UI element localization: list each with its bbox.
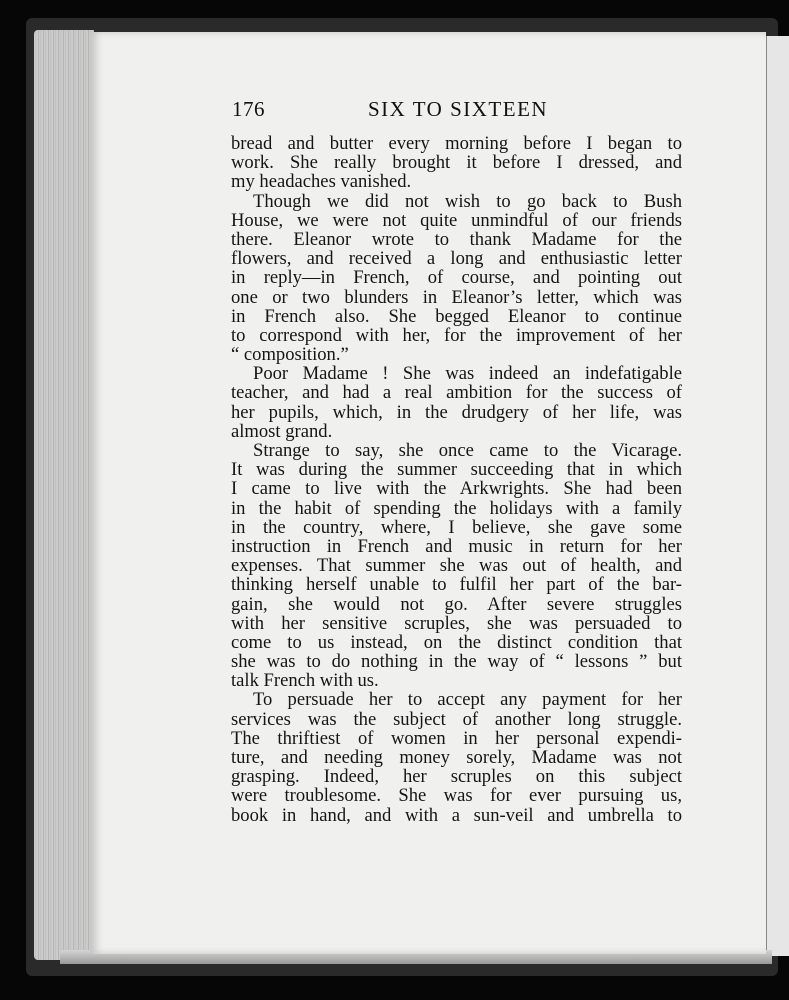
text-line: were troublesome. She was for ever pursuing us,	[231, 785, 682, 807]
text-line: Poor Madame ! She was indeed an indefatigable	[253, 363, 682, 385]
page-stack-left	[34, 30, 94, 960]
text-line: teacher, and had a real ambition for the success of	[231, 382, 682, 404]
text-line: To persuade her to accept any payment for her	[253, 689, 682, 711]
text-line: Though we did not wish to go back to Bush	[253, 190, 682, 212]
text-line: I came to live with the Arkwrights. She had been	[231, 478, 682, 500]
text-line: ture, and needing money sorely, Madame was not	[231, 747, 682, 768]
text-line: flowers, and received a long and enthusiastic letter	[231, 248, 682, 270]
text-line: come to us instead, on the distinct condition that	[231, 631, 682, 653]
text-line: “ composition.”	[231, 344, 349, 366]
text-line: in the country, where, I believe, she gave some	[231, 516, 682, 538]
text-line: to correspond with her, for the improvement of her	[231, 324, 682, 346]
text-line: in the habit of spending the holidays with a family	[231, 497, 682, 519]
text-line: It was during the summer succeeding that in which	[231, 459, 682, 481]
page-number: 176	[232, 97, 265, 121]
text-line: services was the subject of another long struggle.	[231, 708, 682, 730]
text-line: book in hand, and with a sun-veil and umbrella to	[231, 804, 682, 826]
text-line: instruction in French and music in return for her	[231, 535, 682, 557]
body-text	[231, 134, 682, 825]
text-line: her pupils, which, in the drudgery of her life, was	[231, 401, 682, 423]
text-line: my headaches vanished.	[231, 171, 412, 193]
text-line: House, we were not quite unmindful of our friends	[231, 209, 682, 231]
text-line: in reply—in French, of course, and pointing out	[231, 267, 682, 289]
text-line: one or two blunders in Eleanor’s letter, which was	[231, 286, 682, 308]
text-line: expenses. That summer she was out of health, and	[231, 555, 682, 577]
text-line: Strange to say, she once came to the Vicarage.	[253, 440, 682, 461]
text-line: in French also. She begged Eleanor to continue	[231, 305, 682, 327]
running-head: SIX TO SIXTEEN	[368, 97, 549, 121]
text-line: she was to do nothing in the way of “ lessons ” but	[231, 651, 682, 673]
text-line: work. She really brought it before I dressed, and	[231, 152, 682, 174]
page-stack-right	[765, 36, 789, 956]
page-header	[232, 97, 682, 125]
text-line: almost grand.	[231, 420, 333, 442]
text-line: talk French with us.	[231, 670, 379, 692]
text-line: The thriftiest of women in her personal expendi-	[231, 727, 682, 749]
text-line: grasping. Indeed, her scruples on this subject	[231, 766, 682, 788]
text-line: gain, she would not go. After severe struggles	[231, 593, 682, 615]
text-line: thinking herself unable to fulfil her part of the bar-	[231, 574, 682, 596]
text-line: with her sensitive scruples, she was persuaded to	[231, 612, 682, 634]
text-line: bread and butter every morning before I began to	[231, 133, 682, 154]
text-line: there. Eleanor wrote to thank Madame for the	[231, 228, 682, 250]
